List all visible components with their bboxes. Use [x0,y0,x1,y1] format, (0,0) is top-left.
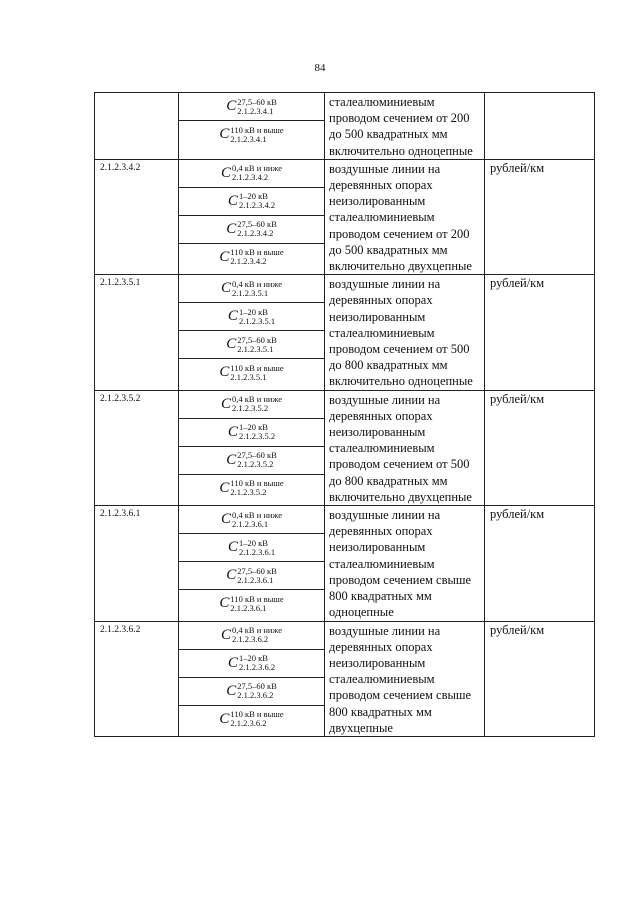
formula-indices [230,595,283,613]
rate-formula [228,308,275,326]
formula-cell [179,359,324,386]
formula-indices [239,654,275,672]
formula-cell [179,650,324,678]
formula-voltage: 1–20 кВ [238,191,268,202]
formula-letter: C [221,626,232,643]
formula-index: 2.1.2.3.4.2 [238,200,276,211]
rate-formula [228,654,275,672]
formula-cell [179,303,324,331]
formula-letter: C [226,336,237,353]
rate-formula [226,98,277,116]
formula-voltage: 110 кВ и выше [230,478,284,489]
formula-cell [179,391,324,419]
formula-index: 2.1.2.3.4.2 [232,172,269,183]
rate-formula [226,682,277,700]
formula-cell [179,447,324,475]
formula-voltage: 27,5–60 кВ [237,219,277,230]
formula-index: 2.1.2.3.4.2 [237,228,274,239]
formula-voltage: 27,5–60 кВ [237,450,277,461]
rate-formula [226,567,277,585]
formula-letter: C [227,654,238,671]
formula-index: 2.1.2.3.4.1 [237,105,274,116]
table-row [95,390,595,505]
formula-voltage: 1–20 кВ [238,653,268,663]
formula-index: 2.1.2.3.5.2 [230,487,267,498]
formula-letter: C [221,164,232,181]
rate-formula [221,164,282,182]
row-code [95,93,179,160]
formula-voltage: 0,4 кВ и ниже [232,163,282,174]
formula-voltage: 27,5–60 кВ [237,334,277,345]
formula-letter: C [219,248,230,265]
table-row [95,93,595,160]
formula-voltage: 1–20 кВ [238,306,268,317]
row-code: 2.1.2.3.5.1 [95,275,179,390]
tariff-table [94,92,595,737]
formula-indices [239,192,275,210]
formula-index: 2.1.2.3.6.2 [232,634,269,644]
table-body [95,93,595,737]
formula-indices [237,220,277,238]
formula-index: 2.1.2.3.6.1 [237,574,274,585]
rate-formula [219,479,283,497]
rate-formula [221,511,282,529]
formula-indices [239,539,275,557]
formula-letter: C [227,423,238,440]
table-row [95,506,595,621]
row-description: воздушные линии на деревянных опорах неизолированным сталеалюминиевым проводом сечением от 500 до 800 квадратных мм включительно одноцепные [325,275,485,390]
formula-index: 2.1.2.3.6.2 [238,662,276,672]
row-unit: рублей/км [485,159,595,274]
row-code: 2.1.2.3.4.2 [95,159,179,274]
row-unit: рублей/км [485,621,595,736]
formula-cells [179,93,325,160]
formula-cell [179,562,324,590]
formula-letter: C [221,395,232,412]
formula-indices [232,280,282,298]
formula-index: 2.1.2.3.6.2 [237,690,274,700]
formula-index: 2.1.2.3.5.1 [237,343,274,354]
formula-cell [179,160,324,188]
formula-letter: C [219,479,230,496]
row-code: 2.1.2.3.6.2 [95,621,179,736]
formula-indices [237,682,277,700]
rate-formula [226,451,277,469]
row-unit: рублей/км [485,506,595,621]
formula-index: 2.1.2.3.5.1 [232,287,269,298]
formula-voltage: 0,4 кВ и ниже [232,278,282,289]
formula-index: 2.1.2.3.6.1 [238,546,276,557]
formula-cell [179,331,324,359]
formula-voltage: 27,5–60 кВ [237,96,277,107]
rate-formula [226,336,277,354]
rate-formula [226,220,277,238]
rate-formula [228,192,275,210]
formula-letter: C [226,567,237,584]
formula-index: 2.1.2.3.6.2 [230,718,267,728]
rate-formula [219,248,283,266]
row-unit [485,93,595,160]
formula-index: 2.1.2.3.4.2 [230,256,267,267]
formula-indices [239,423,275,441]
formula-letter: C [219,364,230,381]
formula-voltage: 1–20 кВ [238,537,268,548]
table-row [95,275,595,390]
row-description: сталеалюминиевым проводом сечением от 200 до 500 квадратных мм включительно одноцепные [325,93,485,160]
rate-formula [221,280,282,298]
formula-voltage: 110 кВ и выше [230,362,284,373]
formula-cell [179,706,324,733]
formula-cell [179,534,324,562]
formula-cell [179,622,324,650]
rate-formula [219,364,283,382]
rate-formula [221,626,282,644]
formula-voltage: 0,4 кВ и ниже [232,509,282,520]
formula-indices [232,511,282,529]
formula-indices [230,248,283,266]
formula-indices [230,710,283,728]
formula-voltage: 0,4 кВ и ниже [232,625,282,635]
formula-cells [179,621,325,736]
formula-letter: C [227,539,238,556]
formula-letter: C [226,682,237,699]
formula-voltage: 110 кВ и выше [230,124,284,135]
row-code: 2.1.2.3.5.2 [95,390,179,505]
formula-cell [179,590,324,617]
rate-formula [228,539,275,557]
row-description: воздушные линии на деревянных опорах неизолированным сталеалюминиевым проводом сечением от 200 до 500 квадратных мм включительно двухцепные [325,159,485,274]
formula-letter: C [227,192,238,209]
formula-cell [179,244,324,271]
formula-indices [237,336,277,354]
formula-indices [230,479,283,497]
rate-formula [221,395,282,413]
formula-index: 2.1.2.3.5.2 [238,431,276,442]
formula-letter: C [219,710,230,727]
table-row [95,159,595,274]
formula-cell [179,93,324,121]
row-unit: рублей/км [485,390,595,505]
rate-formula [219,710,283,728]
formula-cell [179,475,324,502]
formula-cell [179,188,324,216]
formula-cell [179,506,324,534]
formula-index: 2.1.2.3.6.1 [232,518,269,529]
formula-index: 2.1.2.3.5.2 [237,459,274,470]
formula-letter: C [221,280,232,297]
formula-cell [179,121,324,148]
row-description: воздушные линии на деревянных опорах неизолированным сталеалюминиевым проводом сечением свыше 800 квадратных мм одноцепные [325,506,485,621]
formula-indices [232,395,282,413]
formula-letter: C [219,595,230,612]
formula-cells [179,506,325,621]
formula-cells [179,275,325,390]
table-row [95,621,595,736]
formula-cell [179,275,324,303]
rate-formula [219,595,283,613]
formula-index: 2.1.2.3.4.1 [230,133,267,144]
formula-letter: C [221,511,232,528]
rate-formula [228,423,275,441]
formula-indices [237,567,277,585]
formula-indices [232,626,282,644]
formula-voltage: 110 кВ и выше [230,247,284,258]
formula-cell [179,216,324,244]
formula-voltage: 1–20 кВ [238,422,268,433]
rate-formula [219,126,283,144]
formula-indices [232,164,282,182]
formula-letter: C [219,126,230,142]
formula-voltage: 110 кВ и выше [230,709,284,719]
formula-voltage: 110 кВ и выше [230,593,284,604]
formula-indices [230,364,283,382]
formula-letter: C [226,451,237,468]
formula-cell [179,678,324,706]
formula-indices [239,308,275,326]
formula-index: 2.1.2.3.6.1 [230,602,267,613]
row-description: воздушные линии на деревянных опорах неизолированным сталеалюминиевым проводом сечением свыше 800 квадратных мм двухцепные [325,621,485,736]
formula-cells [179,390,325,505]
formula-voltage: 0,4 кВ и ниже [232,394,282,405]
formula-voltage: 27,5–60 кВ [237,681,277,691]
formula-voltage: 27,5–60 кВ [237,565,277,576]
formula-index: 2.1.2.3.5.2 [232,403,269,414]
formula-cell [179,419,324,447]
formula-cells [179,159,325,274]
row-description: воздушные линии на деревянных опорах неизолированным сталеалюминиевым проводом сечением от 500 до 800 квадратных мм включительно двухцепные [325,390,485,505]
page-number: 84 [314,62,326,74]
formula-letter: C [226,220,237,237]
formula-indices [230,126,283,144]
formula-letter: C [227,308,238,325]
formula-letter: C [226,98,237,114]
formula-index: 2.1.2.3.5.1 [230,371,267,382]
formula-index: 2.1.2.3.5.1 [238,315,276,326]
formula-indices [237,98,277,116]
formula-indices [237,451,277,469]
row-code: 2.1.2.3.6.1 [95,506,179,621]
row-unit: рублей/км [485,275,595,390]
